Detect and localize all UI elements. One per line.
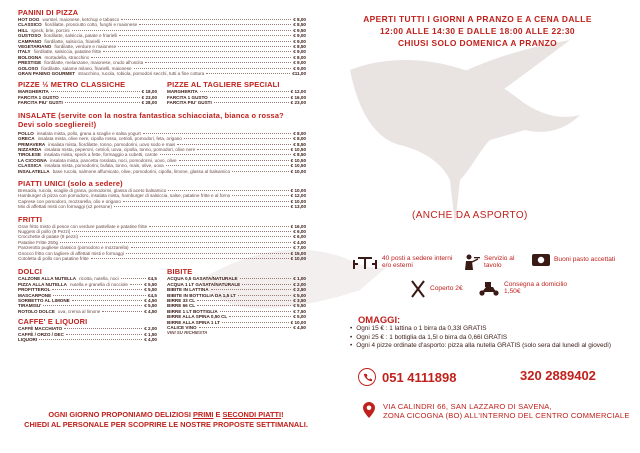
item-price: € 1,50 <box>144 331 157 337</box>
item-price: € 3,50 <box>293 298 306 304</box>
item-description: ricotta, nutella, noci <box>79 276 119 282</box>
item-price: € 10,00 <box>290 319 306 325</box>
leader-dots <box>65 102 140 103</box>
item-price: € 10,50 <box>290 146 306 152</box>
item-price: € 12,00 <box>290 89 306 95</box>
scooter-icon <box>478 280 500 296</box>
item-price: € 10,00 <box>290 198 306 204</box>
item-name: CALZONE ALLA NUTELLA <box>18 276 77 282</box>
item-description: insalata mista, fiordilatte, tonno, pomodorini, uovo sodo e mais <box>48 141 176 147</box>
leader-dots <box>39 339 142 340</box>
item-name: TIROLESE <box>18 152 41 158</box>
item-name: CAFFÈ / ORZO / DEC <box>18 331 64 337</box>
leader-dots <box>222 322 289 323</box>
panini-list <box>18 17 306 76</box>
leader-dots <box>52 289 142 290</box>
leader-dots <box>72 30 292 31</box>
item-price: € 8,00 <box>293 17 306 22</box>
item-description: insalata mista, pomodorini, bufala, tonno, mais, olive, uova <box>44 163 164 169</box>
item-description: uva, crema al limone <box>57 308 101 314</box>
omaggi-title: OMAGGI: <box>358 314 401 325</box>
item-name: GUSTOSO <box>18 33 41 39</box>
item-description: fiordilatte, salsiccia, friarielli <box>44 38 101 44</box>
item-name: FARCITA 1 GUSTO <box>18 94 59 100</box>
item-price: € 28,00 <box>141 100 157 106</box>
insalate-subtitle: Devi solo sceglierei!) <box>18 119 97 129</box>
item-description: stracchino, rucola, robiola, pomodori secchi, tutti a fine cottura <box>78 71 205 77</box>
menu-item <box>18 169 306 174</box>
item-name: ACQUA 0,5 GASATA/NATURALE <box>167 276 238 282</box>
feature-coperto: Coperto 2€ <box>410 280 480 298</box>
fritti-list <box>18 224 306 262</box>
item-price: € 8,00 <box>293 54 306 60</box>
tagliere-title: PIZZE AL TAGLIERE SPECIALI <box>167 80 280 90</box>
item-name: PIZZA ALLA NUTELLA <box>18 281 67 287</box>
item-price: € 4,50 <box>144 308 157 314</box>
item-name: BIRRE 66 CL <box>167 303 196 309</box>
dolci-bibite <box>18 267 306 342</box>
item-price: € 4,00 <box>144 337 157 343</box>
phone-icon <box>358 368 376 386</box>
item-price: € 9,00 <box>293 33 306 39</box>
item-description: fiordilatte, salsiccia, patatine fritte <box>33 49 102 55</box>
leader-dots <box>102 41 291 42</box>
item-name: CALICE VINO <box>167 325 197 331</box>
dolci-list <box>18 276 157 314</box>
item-price: €11,00 <box>292 71 306 77</box>
item-name: MARGHERITA <box>18 89 49 95</box>
leader-dots <box>66 334 142 335</box>
item-name: INSALATELLA <box>18 168 50 174</box>
meal-voucher-icon <box>532 252 550 268</box>
footer-line1: OGNI GIORNO PROPONIAMO DELIZIOSI PRIMI E SECONDI PIATTI! <box>48 410 284 419</box>
caffe-title: CAFFE' E LIQUORI <box>18 317 88 327</box>
leader-dots <box>61 97 140 98</box>
item-price: € 10,00 <box>290 187 306 193</box>
item-description: insalata mista, speck a fette, formaggio a cubetti, carote <box>43 152 158 158</box>
leader-dots <box>60 242 291 243</box>
leader-dots <box>119 35 291 36</box>
phone-2[interactable]: 320 2889402 <box>520 368 596 383</box>
item-price: € 5,50 <box>144 303 157 309</box>
item-price: € 5,50 <box>144 287 157 293</box>
item-price: € 9,00 <box>293 49 306 55</box>
leader-dots <box>160 154 292 155</box>
item-name: BOLOGNA <box>18 54 42 60</box>
item-description: fiordilatte, melanzane, maionese, crudo all'uscita <box>44 60 144 66</box>
item-price: € 9,50 <box>293 27 306 33</box>
item-name: HOT DOG <box>18 17 40 22</box>
leader-dots <box>43 305 142 306</box>
item-price: € 8,50 <box>293 22 306 28</box>
pizze-metro-tagliere <box>18 80 306 105</box>
item-name: VEGETARIANO <box>18 44 52 50</box>
bibite-list <box>167 276 306 330</box>
menu-item <box>18 337 157 342</box>
item-name: CAMPANO <box>18 38 42 44</box>
item-description: fiordilatte, salsiccia, patate e friarielli <box>43 33 118 39</box>
item-name: ITALY <box>18 49 31 55</box>
leader-dots <box>229 316 291 317</box>
insalate-title: INSALATE (servite con la nostra fantastica schiacciata, bianca o rossa? <box>18 110 284 120</box>
item-price: € 18,00 <box>141 89 157 95</box>
item-description: Patatine Fritte 250g <box>18 239 59 245</box>
phone-1[interactable]: 051 4111898 <box>358 368 456 386</box>
item-name: BIRRE 1 LT BOTTIGLIA <box>167 308 218 314</box>
item-price: € 15,00 <box>290 250 306 256</box>
item-price: € 7,50 <box>293 308 306 314</box>
omaggi-list <box>350 325 640 351</box>
item-name: GRECA <box>18 136 35 142</box>
item-name: BIBITE IN LATTINA <box>167 287 209 293</box>
item-description: Gran fritto misto di pesce con verdure pastellate e patatine fritte <box>18 223 148 229</box>
item-price: € 2,00 <box>144 326 157 332</box>
leader-dots <box>139 24 291 25</box>
location-pin-icon <box>363 402 375 418</box>
item-price: € 6,00 <box>293 234 306 240</box>
leader-dots <box>149 226 288 227</box>
leader-dots <box>214 102 289 103</box>
item-name: POLLO <box>18 130 34 136</box>
fritti-title: FRITTI <box>18 214 43 224</box>
leader-dots <box>80 236 291 237</box>
leader-dots <box>197 149 289 150</box>
leader-dots <box>200 91 289 92</box>
leader-dots <box>91 258 289 259</box>
item-name: PROFITTEROL <box>18 287 51 293</box>
leader-dots <box>102 311 142 312</box>
leader-dots <box>131 247 292 248</box>
leader-dots <box>177 144 291 145</box>
leader-dots <box>126 253 289 254</box>
leader-dots <box>210 97 289 98</box>
menu-item <box>18 71 306 76</box>
item-price: € 16,00 <box>290 223 306 229</box>
leader-dots <box>197 305 291 306</box>
item-price: € 8,50 <box>293 44 306 50</box>
menu-item <box>18 256 306 261</box>
asporto-label: (ANCHE DA ASPORTO) <box>412 210 528 221</box>
item-name: MASCARPONE <box>18 292 52 298</box>
leader-dots <box>145 62 291 63</box>
menu-item <box>18 309 157 314</box>
item-name: CLASSICA <box>18 163 42 169</box>
menu-item <box>167 100 306 105</box>
item-description: Bresaola, rucola, scaglie di grana, pomodorini, glassa di aceto balsamico <box>18 187 167 193</box>
leader-dots <box>206 73 290 74</box>
opening-hours: APERTI TUTTI I GIORNI A PRANZO E A CENA DALLE 12:00 ALLE 14:30 E DALLE 18:00 ALLE 22:30 CHIUSI SOLO DOMENICA A PRANZO <box>363 14 592 48</box>
item-price: € 5,00 <box>293 292 306 298</box>
footer-note <box>16 410 316 430</box>
item-name: GRAN PANINO GOURMET <box>18 71 76 77</box>
item-description: fiordilatte, salame milano, friarielli, maionese <box>41 65 132 71</box>
leader-dots <box>130 284 142 285</box>
leader-dots <box>242 284 291 285</box>
metro-list <box>18 89 157 105</box>
item-name: LIQUORI <box>18 337 38 343</box>
leader-dots <box>166 165 289 166</box>
item-name: BIBITE IN BOTTIGLIA DA 1,5 LT <box>167 292 236 298</box>
leader-dots <box>199 327 292 328</box>
address-line1: VIA CALINDRI 66, SAN LAZZARO DI SAVENA, <box>383 402 552 411</box>
feature-posti: 40 posti a sedere interni e/o esterni <box>352 254 462 270</box>
item-description: base rucola, salmone affumicato, olive, pomodorini, cipolla, limone, glassa al balsamico <box>52 168 231 174</box>
omaggio-item: • Ogni 25 € : 1 bottiglia da 1,5l o birra da 0,66l GRATIS <box>350 334 640 343</box>
item-description: Caprese con pomodoro, mozzarella, olio e origano <box>18 198 121 204</box>
item-description: fiordilatte, prosciutto cotto, funghi e maionese <box>44 22 138 28</box>
item-name: BIRRE 33 CL <box>167 298 196 304</box>
item-price: € 13,00 <box>290 204 306 210</box>
item-price: € 10,50 <box>290 163 306 169</box>
item-description: fiordilatte, verdure e maionese <box>54 44 117 50</box>
item-name: ACQUA 1 LT GASATA/NATURALE <box>167 281 241 287</box>
item-price: € 1,00 <box>293 276 306 282</box>
leader-dots <box>238 295 291 296</box>
item-name: ROTOLO DOLCE <box>18 308 55 314</box>
item-description: Panzerotto pugliese classico (pomodoro e mozzarella) <box>18 245 129 251</box>
leader-dots <box>211 289 292 290</box>
leader-dots <box>240 278 292 279</box>
leader-dots <box>121 278 146 279</box>
item-price: € 8,50 <box>293 152 306 158</box>
vini-note: VINI SU RICHIESTA <box>167 330 208 336</box>
leader-dots <box>143 133 291 134</box>
item-description: nutella e granella di nocciole <box>70 281 128 287</box>
leader-dots <box>72 300 142 301</box>
item-name: NIZZARDA <box>18 146 42 152</box>
item-description: Mix di affettati misti con formaggi (x2 persone) <box>18 204 112 210</box>
item-price: € 23,00 <box>290 100 306 106</box>
menu-item <box>18 100 157 105</box>
item-name: GOLOSO <box>18 65 39 71</box>
insalate-list <box>18 131 306 174</box>
item-price: € 8,00 <box>293 130 306 136</box>
item-description: insalata mista, olive nere, cipolla rossa, cetrioli, pomodori, feta, origano <box>37 136 182 142</box>
item-name: BIRRE ALLA SPINA 0,50 CL <box>167 314 228 320</box>
item-price: € 4,50 <box>144 298 157 304</box>
tagliere-list <box>167 89 306 105</box>
item-price: € 10,00 <box>290 256 306 261</box>
item-price: € 9,00 <box>293 65 306 71</box>
item-name: CLASSICO <box>18 22 42 28</box>
caffe-list <box>18 326 157 342</box>
item-name: FARCITA 1 GUSTO <box>167 94 208 100</box>
leader-dots <box>232 171 288 172</box>
item-price: € 9,00 <box>293 60 306 66</box>
item-name: MARGHERITA <box>167 89 198 95</box>
leader-dots <box>118 46 291 47</box>
bibite-title: BIBITE <box>167 267 193 277</box>
item-description: mortadella, stracchino <box>44 54 90 60</box>
omaggio-item: • Ogni 15 € : 1 lattina o 1 birra da 0,33l GRATIS <box>350 325 640 334</box>
leader-dots <box>72 231 291 232</box>
item-price: €4,5 <box>148 292 157 298</box>
item-name: SORBETTO AL LIMONE <box>18 298 70 304</box>
item-description: insalata mista, peperoni, cetrioli, uova, cipolla, tonno, pomodori, olive nere <box>44 146 196 152</box>
item-price: € 4,00 <box>293 239 306 245</box>
cutlery-icon <box>410 280 426 298</box>
leader-dots <box>197 300 291 301</box>
item-description: speck, brie, porcini <box>31 27 70 33</box>
feature-consegna: Consegna a domicilio 1,50€ <box>478 280 568 296</box>
item-price: € 23,00 <box>141 94 157 100</box>
leader-dots <box>51 91 140 92</box>
metro-title: PIZZE ½ METRO CLASSICHE <box>18 80 126 90</box>
item-price: € 2,50 <box>293 287 306 293</box>
leader-dots <box>103 51 291 52</box>
item-description: insalata mista, pollo, grana a scaglie e salsa yogurt <box>36 130 141 136</box>
leader-dots <box>114 206 289 207</box>
item-name: FARCITA PIU' GUSTI <box>167 100 212 106</box>
item-price: € 7,00 <box>293 245 306 251</box>
item-name: PRESTIGE <box>18 60 42 66</box>
piatti-title: PIATTI UNICI (solo a sedere) <box>18 178 123 188</box>
item-name: BIRRE ALLA SPINA 1 LT <box>167 319 220 325</box>
item-price: € 12,00 <box>290 193 306 199</box>
item-description: insalata mista, pancetta rosolata, noci, pomodorini, uovo, olive <box>49 157 177 163</box>
item-price: € 10,00 <box>290 168 306 174</box>
address-block <box>363 402 630 420</box>
item-name: FARCITA PIU' GUSTI <box>18 100 63 106</box>
item-price: €4,5 <box>148 276 157 282</box>
footer-line2: CHIEDI AL PERSONALE PER SCOPRIRE LE NOSTRE PROPOSTE SETTIMANALI. <box>24 420 308 429</box>
leader-dots <box>232 195 288 196</box>
piatti-list <box>18 188 306 210</box>
omaggio-item: • Ogni 4 pizze ordinate d'asporto: pizza alla nutella GRATIS (solo sera dal lunedì al giovedì) <box>350 342 640 351</box>
panini-title: PANINI DI PIZZA <box>18 8 79 17</box>
item-price: € 6,00 <box>293 228 306 234</box>
menu-left-column <box>18 8 306 342</box>
item-description: Nuggets di pollo (8 Pezzi) <box>18 228 71 234</box>
item-description: Gnocco fritto con tagliere di affettati misti e formaggi <box>18 250 124 256</box>
item-name: LA CICOGNA <box>18 157 47 163</box>
leader-dots <box>64 328 142 329</box>
item-price: € 8,00 <box>293 136 306 142</box>
leader-dots <box>168 190 288 191</box>
leader-dots <box>121 19 291 20</box>
item-price: € 5,50 <box>293 303 306 309</box>
leader-dots <box>220 311 292 312</box>
item-price: € 5,50 <box>144 281 157 287</box>
item-price: € 16,00 <box>290 94 306 100</box>
waiter-icon <box>462 254 480 270</box>
leader-dots <box>179 160 289 161</box>
dolci-title: DOLCI <box>18 267 42 277</box>
item-price: € 9,00 <box>293 38 306 44</box>
leader-dots <box>91 57 291 58</box>
item-price: € 8,50 <box>293 141 306 147</box>
item-description: Crocchette di patate (8 pezzi) <box>18 234 79 240</box>
item-description: Hamburger di pizza con pomodoro, insalata mista, hamburger di salsiccia, salse, patatine fritte e al forno <box>18 193 231 199</box>
address-line2: ZONA CICOGNA (BO) ALL'INTERNO DEL CENTRO COMMERCIALE <box>383 411 630 420</box>
feature-servizio: Servizio al tavolo <box>462 254 532 270</box>
leader-dots <box>123 201 289 202</box>
item-name: TIRAMISU' <box>18 303 42 309</box>
leader-dots <box>184 138 291 139</box>
item-price: € 2,00 <box>293 281 306 287</box>
item-name: PRIMAVERA <box>18 141 46 147</box>
item-price: € 10,50 <box>290 157 306 163</box>
item-name: CAFFÈ MACCHIATO <box>18 326 63 332</box>
leader-dots <box>53 295 146 296</box>
item-price: € 5,00 <box>293 314 306 320</box>
leader-dots <box>134 68 292 69</box>
item-description: Cotoletta di pollo con patatine fritte <box>18 256 89 261</box>
feature-buoni: Buoni pasto accettati <box>532 252 622 268</box>
item-description: wurstel, maionese, ketchup e tabasco <box>42 17 120 22</box>
item-name: HILL <box>18 27 29 33</box>
menu-item <box>18 204 306 209</box>
table-chairs-icon <box>352 254 378 270</box>
item-price: € 4,50 <box>293 325 306 331</box>
